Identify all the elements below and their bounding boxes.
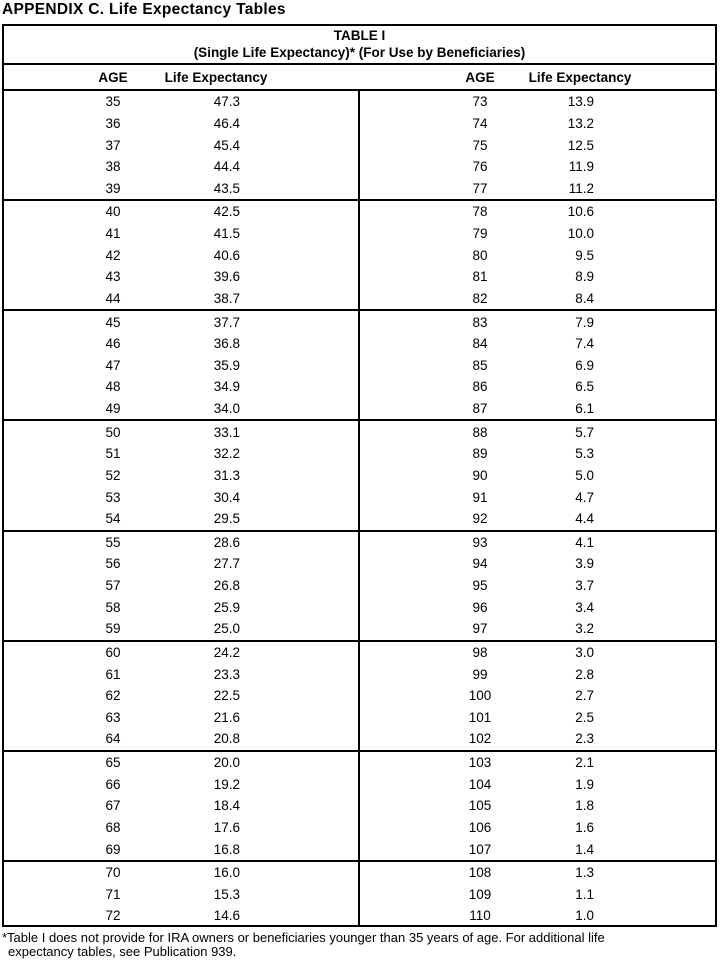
table-row [360,376,715,398]
table-row [4,178,358,200]
table-row [4,199,358,223]
footnote [2,931,719,959]
age-cell: 99 [472,666,488,682]
age-cell: 93 [472,534,488,550]
age-cell: 44 [105,290,121,306]
life-expectancy-cell: 4.4 [575,511,594,527]
age-cell: 110 [469,908,491,924]
age-cell: 102 [468,731,492,747]
table-row [4,333,358,355]
age-cell: 98 [472,644,488,660]
table-row [360,860,715,884]
table-row [4,640,358,664]
life-expectancy-cell: 5.7 [575,424,594,440]
table-row [360,685,715,707]
life-expectancy-cell: 2.5 [575,709,594,725]
age-cell: 77 [472,180,488,196]
age-cell: 35 [105,94,121,110]
age-cell: 69 [105,841,121,857]
table-row [360,596,715,618]
table-row [360,465,715,487]
life-expectancy-cell: 25.9 [213,599,240,615]
table-row [4,905,358,927]
life-expectancy-cell: 22.5 [213,688,240,704]
life-expectancy-cell: 20.0 [213,755,240,771]
table-row [360,773,715,795]
life-expectancy-cell: 2.1 [575,755,594,771]
table-row [360,640,715,664]
table-subtitle: (Single Life Expectancy)* (For Use by Beneficiaries) [193,44,526,60]
life-expectancy-cell: 44.4 [213,159,240,175]
age-cell: 107 [468,841,492,857]
life-expectancy-cell: 1.4 [575,841,594,857]
table-row [4,113,358,135]
life-expectancy-table [2,24,717,927]
table-row [360,113,715,135]
age-cell: 52 [105,467,121,483]
life-expectancy-cell: 16.8 [213,841,240,857]
table-row [360,618,715,640]
table-row [4,355,358,377]
life-expectancy-cell: 1.0 [575,908,594,924]
table-row [360,663,715,685]
life-expectancy-cell: 6.1 [575,401,594,417]
table-row [360,443,715,465]
life-expectancy-cell: 12.5 [567,137,594,153]
table-row [360,728,715,750]
age-cell: 60 [105,644,121,660]
age-cell: 70 [105,865,121,881]
table-body [4,91,715,927]
life-expectancy-cell: 28.6 [213,534,240,550]
age-cell: 56 [105,556,121,572]
age-cell: 64 [105,731,121,747]
table-row [4,244,358,266]
life-expectancy-cell: 1.3 [575,865,594,881]
age-cell: 95 [472,578,488,594]
life-expectancy-cell: 8.4 [575,290,594,306]
life-expectancy-cell: 4.7 [575,489,594,505]
life-expectancy-cell: 6.5 [575,379,594,395]
age-cell: 55 [105,534,121,550]
table-row [4,398,358,420]
age-cell: 57 [105,578,121,594]
age-cell: 81 [472,269,488,285]
table-row [4,773,358,795]
age-cell: 91 [472,489,488,505]
age-cell: 65 [105,755,121,771]
table-row [360,134,715,156]
life-expectancy-cell: 38.7 [213,290,240,306]
age-cell: 101 [468,709,492,725]
table-row [4,266,358,288]
age-cell: 80 [472,247,488,263]
table-row [4,91,358,113]
age-cell: 103 [468,755,492,771]
age-cell: 48 [105,379,121,395]
life-expectancy-cell: 21.6 [213,709,240,725]
life-expectancy-cell: 31.3 [213,467,240,483]
life-expectancy-cell: 18.4 [213,798,240,814]
age-cell: 66 [105,776,121,792]
table-row [360,156,715,178]
life-expectancy-cell: 1.8 [575,798,594,814]
age-cell: 58 [105,599,121,615]
life-expectancy-cell: 47.3 [213,94,240,110]
table-row [4,486,358,508]
age-cell: 62 [105,688,121,704]
table-row [4,685,358,707]
page-title: APPENDIX C. Life Expectancy Tables [2,1,286,18]
life-expectancy-cell: 7.9 [575,314,594,330]
life-expectancy-cell: 3.0 [575,644,594,660]
age-cell: 86 [472,379,488,395]
age-cell: 43 [105,269,121,285]
age-cell: 74 [472,115,488,131]
table-row [360,178,715,200]
life-expectancy-cell: 34.0 [213,401,240,417]
table-row [4,817,358,839]
age-cell: 100 [468,688,492,704]
table-row [4,223,358,245]
table-row [4,884,358,906]
table-row [360,355,715,377]
age-cell: 85 [472,357,488,373]
life-expectancy-cell: 3.2 [575,621,594,637]
column-headers-left [4,70,358,85]
table-row [360,817,715,839]
table-row [360,530,715,554]
age-cell: 53 [105,489,121,505]
life-expectancy-cell: 37.7 [213,314,240,330]
table-header [4,26,715,65]
table-row [4,134,358,156]
age-cell: 87 [472,401,488,417]
table-row [360,91,715,113]
table-title: TABLE I [333,28,386,43]
life-expectancy-cell: 23.3 [213,666,240,682]
table-half-right [358,91,715,927]
life-expectancy-cell: 3.7 [575,578,594,594]
age-cell: 39 [105,180,121,196]
age-cell: 84 [472,336,488,352]
table-row [4,309,358,333]
life-expectancy-cell: 41.5 [213,226,240,242]
life-expectancy-cell: 42.5 [213,204,240,220]
table-half-left [4,91,358,927]
age-cell: 78 [472,204,488,220]
table-row [4,750,358,774]
age-cell: 49 [105,401,121,417]
table-row [4,860,358,884]
life-expectancy-cell: 8.9 [575,269,594,285]
age-cell: 75 [472,137,488,153]
table-row [360,223,715,245]
life-expectancy-cell: 16.0 [213,865,240,881]
table-row [360,884,715,906]
table-row [360,553,715,575]
age-cell: 41 [105,226,121,242]
table-row [4,795,358,817]
life-expectancy-cell: 6.9 [575,357,594,373]
life-expectancy-cell: 33.1 [213,424,240,440]
age-cell: 83 [472,314,488,330]
age-cell: 68 [105,819,121,835]
life-expectancy-cell: 25.0 [213,621,240,637]
table-row [360,199,715,223]
table-row [360,486,715,508]
table-row [4,288,358,310]
age-cell: 94 [472,556,488,572]
age-cell: 59 [105,621,121,637]
life-expectancy-cell: 13.2 [567,115,594,131]
age-cell: 67 [105,798,121,814]
life-expectancy-cell: 5.0 [575,467,594,483]
age-cell: 97 [472,621,488,637]
table-row [4,838,358,860]
col-header-age-left: AGE [98,69,128,85]
life-expectancy-cell: 17.6 [213,819,240,835]
life-expectancy-cell: 34.9 [213,379,240,395]
age-cell: 45 [105,314,121,330]
table-row [4,728,358,750]
age-cell: 90 [472,467,488,483]
age-cell: 46 [105,336,121,352]
table-row [4,376,358,398]
age-cell: 63 [105,709,121,725]
age-cell: 40 [105,204,121,220]
age-cell: 73 [472,94,488,110]
life-expectancy-cell: 36.8 [213,336,240,352]
table-row [4,663,358,685]
footnote-line-2: expectancy tables, see Publication 939. [8,944,237,959]
table-row [360,838,715,860]
table-row [360,905,715,927]
age-cell: 88 [472,424,488,440]
life-expectancy-cell: 11.9 [568,159,594,175]
life-expectancy-cell: 26.8 [213,578,240,594]
life-expectancy-cell: 9.5 [575,247,594,263]
age-cell: 105 [468,798,492,814]
age-cell: 76 [472,159,488,175]
life-expectancy-cell: 1.9 [575,776,594,792]
life-expectancy-cell: 11.2 [568,180,594,196]
table-row [4,707,358,729]
age-cell: 82 [472,290,488,306]
table-row [4,596,358,618]
age-cell: 109 [468,886,492,902]
life-expectancy-cell: 2.8 [575,666,594,682]
age-cell: 38 [105,159,121,175]
age-cell: 71 [105,886,121,902]
table-row [4,508,358,530]
col-header-life-expectancy-left: Life Expectancy [164,69,268,85]
age-cell: 54 [105,511,121,527]
table-row [360,333,715,355]
life-expectancy-cell: 43.5 [213,180,240,196]
life-expectancy-cell: 1.6 [575,819,594,835]
col-header-life-expectancy-right: Life Expectancy [528,69,632,85]
table-row [4,575,358,597]
life-expectancy-cell: 32.2 [213,446,240,462]
life-expectancy-cell: 20.8 [213,731,240,747]
age-cell: 42 [105,247,121,263]
life-expectancy-cell: 35.9 [213,357,240,373]
life-expectancy-cell: 39.6 [213,269,240,285]
life-expectancy-cell: 19.2 [213,776,240,792]
table-row [360,707,715,729]
life-expectancy-cell: 5.3 [575,446,594,462]
life-expectancy-cell: 2.7 [575,688,594,704]
age-cell: 37 [105,137,121,153]
age-cell: 36 [105,115,121,131]
table-row [4,465,358,487]
age-cell: 61 [105,666,121,682]
table-row [4,419,358,443]
life-expectancy-cell: 15.3 [213,886,240,902]
table-row [360,795,715,817]
footnote-line-1: *Table I does not provide for IRA owners or beneficiaries younger than 35 years of age. For additional life [2,930,605,945]
age-cell: 92 [472,511,488,527]
age-cell: 104 [468,776,492,792]
life-expectancy-cell: 2.3 [575,731,594,747]
life-expectancy-cell: 13.9 [567,94,594,110]
life-expectancy-cell: 30.4 [213,489,240,505]
table-row [360,750,715,774]
table-row [360,575,715,597]
table-row [4,530,358,554]
table-row [360,309,715,333]
table-row [360,508,715,530]
age-cell: 47 [105,357,121,373]
table-row [360,419,715,443]
age-cell: 79 [472,226,488,242]
life-expectancy-cell: 3.4 [575,599,594,615]
life-expectancy-cell: 10.0 [567,226,594,242]
age-cell: 72 [105,908,121,924]
life-expectancy-cell: 10.6 [567,204,594,220]
life-expectancy-cell: 46.4 [213,115,240,131]
life-expectancy-cell: 29.5 [213,511,240,527]
life-expectancy-cell: 27.7 [213,556,240,572]
table-row [4,618,358,640]
table-row [4,443,358,465]
table-row [360,288,715,310]
life-expectancy-cell: 45.4 [213,137,240,153]
life-expectancy-cell: 14.6 [213,908,240,924]
age-cell: 106 [468,819,492,835]
column-headers-right [358,70,715,85]
age-cell: 51 [105,446,121,462]
age-cell: 89 [472,446,488,462]
age-cell: 108 [468,865,492,881]
table-row [4,156,358,178]
life-expectancy-cell: 7.4 [575,336,594,352]
table-row [360,266,715,288]
col-header-age-right: AGE [465,69,495,85]
age-cell: 96 [472,599,488,615]
life-expectancy-cell: 24.2 [213,644,240,660]
life-expectancy-cell: 4.1 [575,534,594,550]
life-expectancy-cell: 3.9 [575,556,594,572]
table-row [360,244,715,266]
table-row [4,553,358,575]
life-expectancy-cell: 1.1 [575,886,594,902]
age-cell: 50 [105,424,121,440]
column-header-row [4,65,715,91]
life-expectancy-cell: 40.6 [213,247,240,263]
table-row [360,398,715,420]
